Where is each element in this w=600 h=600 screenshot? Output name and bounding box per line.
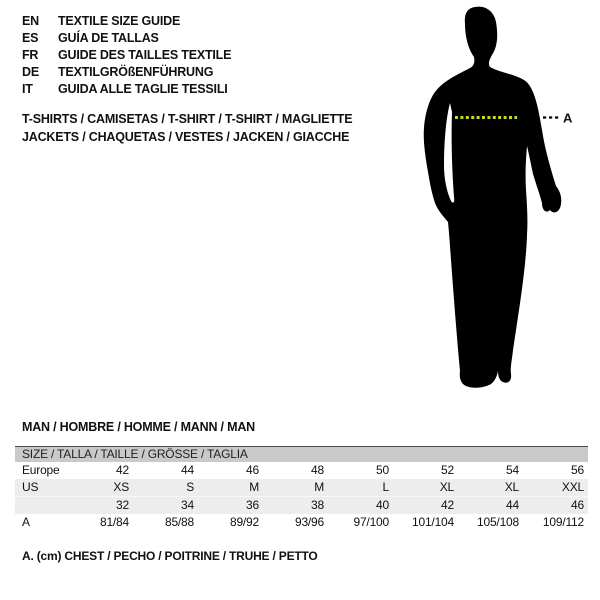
language-label: GUIDA ALLE TAGLIE TESSILI: [58, 82, 228, 96]
size-guide-figure: [405, 0, 585, 400]
measure-label-a: A: [563, 110, 573, 126]
table-row-us: [15, 479, 588, 496]
language-label: GUÍA DE TALLAS: [58, 31, 159, 45]
cell: M: [249, 480, 259, 494]
language-row: [22, 13, 231, 30]
language-label: GUIDE DES TAILLES TEXTILE: [58, 48, 232, 62]
language-code: FR: [22, 48, 39, 62]
cell: 50: [376, 463, 389, 477]
table-row-europe: [15, 462, 588, 479]
cell: 38: [311, 498, 324, 512]
row-label: US: [22, 480, 39, 494]
man-silhouette: [424, 7, 562, 388]
cell: 44: [506, 498, 519, 512]
cell: 97/100: [353, 515, 389, 529]
row-label: A: [22, 515, 30, 529]
language-code: DE: [22, 65, 39, 79]
category-line-tshirts: T-SHIRTS / CAMISETAS / T-SHIRT / T-SHIRT / MAGLIETTE: [22, 112, 353, 126]
cell: 32: [116, 498, 129, 512]
cell: 81/84: [99, 515, 129, 529]
cell: XXL: [561, 480, 584, 494]
language-row: [22, 30, 231, 47]
cell: L: [382, 480, 389, 494]
cell: 54: [506, 463, 519, 477]
size-table: [15, 446, 588, 531]
cell: 56: [571, 463, 584, 477]
measure-footnote: A. (cm) CHEST / PECHO / POITRINE / TRUHE / PETTO: [22, 549, 318, 563]
table-row-chest-a: [15, 514, 588, 531]
cell: 48: [311, 463, 324, 477]
cell: 42: [441, 498, 454, 512]
row-label: Europe: [22, 463, 60, 477]
language-code: EN: [22, 14, 39, 28]
cell: 44: [181, 463, 194, 477]
language-row: [22, 64, 231, 81]
cell: S: [186, 480, 194, 494]
table-row-numeric: [15, 496, 588, 514]
cell: 40: [376, 498, 389, 512]
cell: 93/96: [294, 515, 324, 529]
row-label: [15, 497, 68, 514]
cell: 36: [246, 498, 259, 512]
language-code: ES: [22, 31, 39, 45]
size-table-header: SIZE / TALLA / TAILLE / GRÖSSE / TAGLIA: [15, 446, 588, 462]
cell: XL: [439, 480, 454, 494]
language-code: IT: [22, 82, 33, 96]
language-row: [22, 81, 231, 98]
cell: 46: [571, 498, 584, 512]
cell: M: [314, 480, 324, 494]
man-silhouette-diagram: [405, 0, 585, 400]
language-row: [22, 47, 231, 64]
cell: 52: [441, 463, 454, 477]
cell: 101/104: [412, 515, 454, 529]
cell: XL: [504, 480, 519, 494]
cell: 42: [116, 463, 129, 477]
category-line-jackets: JACKETS / CHAQUETAS / VESTES / JACKEN / GIACCHE: [22, 129, 350, 144]
language-list: [22, 13, 231, 98]
cell: 89/92: [229, 515, 259, 529]
cell: 105/108: [477, 515, 519, 529]
language-label: TEXTILE SIZE GUIDE: [58, 14, 181, 28]
section-title-man: MAN / HOMBRE / HOMME / MANN / MAN: [22, 420, 255, 434]
garment-categories: [22, 111, 352, 146]
cell: XS: [113, 480, 129, 494]
cell: 34: [181, 498, 194, 512]
cell: 109/112: [542, 515, 584, 529]
cell: 46: [246, 463, 259, 477]
cell: 85/88: [164, 515, 194, 529]
language-label: TEXTILGRÖßENFÜHRUNG: [58, 65, 214, 79]
